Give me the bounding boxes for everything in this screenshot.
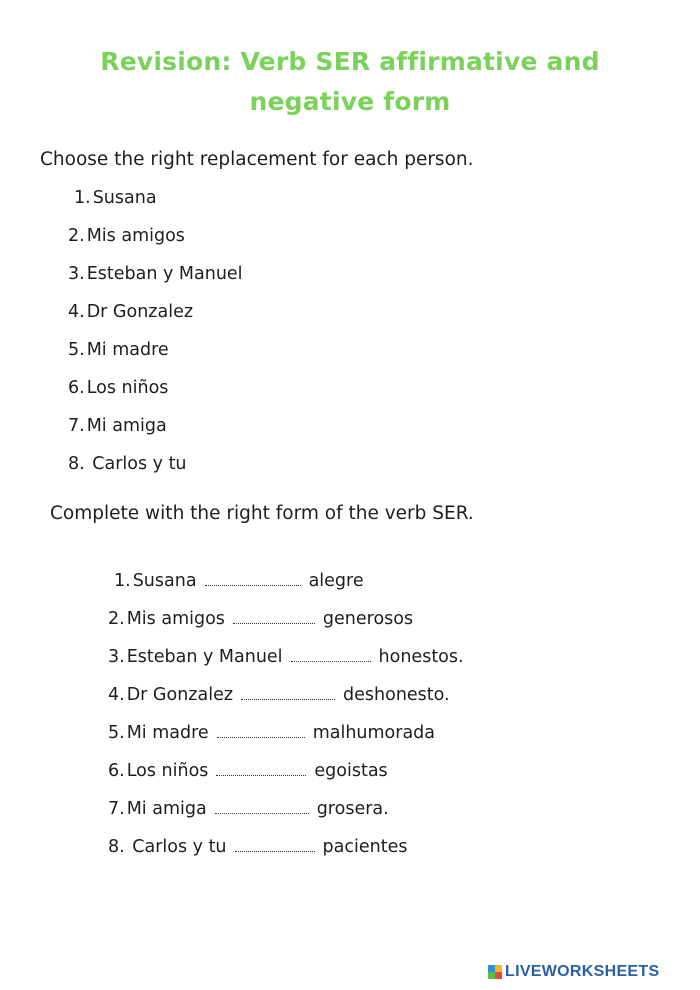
list-item: 6. Los niños <box>68 378 169 398</box>
section-1-instruction: Choose the right replacement for each person. <box>40 149 474 170</box>
list-item: 7. Mi amiga <box>68 416 167 436</box>
logo-square-blue <box>488 965 495 972</box>
list-item: 3. Esteban y Manuel honestos. <box>108 647 464 667</box>
worksheet-title-line-1: Revision: Verb SER affirmative and <box>100 47 600 76</box>
list-item: 5. Mi madre malhumorada <box>108 723 436 743</box>
liveworksheets-logo-icon <box>488 965 502 979</box>
list-item: 3. Esteban y Manuel <box>68 264 243 284</box>
list-item: 4. Dr Gonzalez <box>68 302 194 322</box>
list-item: 6. Los niños egoistas <box>108 761 388 781</box>
answer-blank[interactable] <box>217 723 305 738</box>
answer-blank[interactable] <box>241 685 335 700</box>
answer-blank[interactable] <box>215 799 309 814</box>
liveworksheets-logo <box>488 963 659 981</box>
answer-blank[interactable] <box>235 837 315 852</box>
list-item: 2. Mis amigos generosos <box>108 609 414 629</box>
worksheet-title-line-2: negative form <box>249 87 451 116</box>
list-item: 4. Dr Gonzalez deshonesto. <box>108 685 450 705</box>
list-item: 1. Susana <box>74 188 157 208</box>
answer-blank[interactable] <box>216 761 306 776</box>
section-2-instruction: Complete with the right form of the verb SER. <box>50 503 474 524</box>
logo-square-yellow <box>495 965 502 972</box>
list-item: 5. Mi madre <box>68 340 169 360</box>
list-item: 8. Carlos y tu pacientes <box>108 837 408 857</box>
logo-text: LIVEWORKSHEETS <box>505 963 660 980</box>
answer-blank[interactable] <box>291 647 371 662</box>
logo-square-green <box>488 972 495 979</box>
list-item: 1. Susana alegre <box>114 571 364 591</box>
answer-blank[interactable] <box>233 609 315 624</box>
logo-square-red <box>495 972 502 979</box>
answer-blank[interactable] <box>205 571 301 586</box>
list-item: 7. Mi amiga grosera. <box>108 799 389 819</box>
list-item: 2. Mis amigos <box>68 226 185 246</box>
list-item: 8. Carlos y tu <box>68 454 187 474</box>
